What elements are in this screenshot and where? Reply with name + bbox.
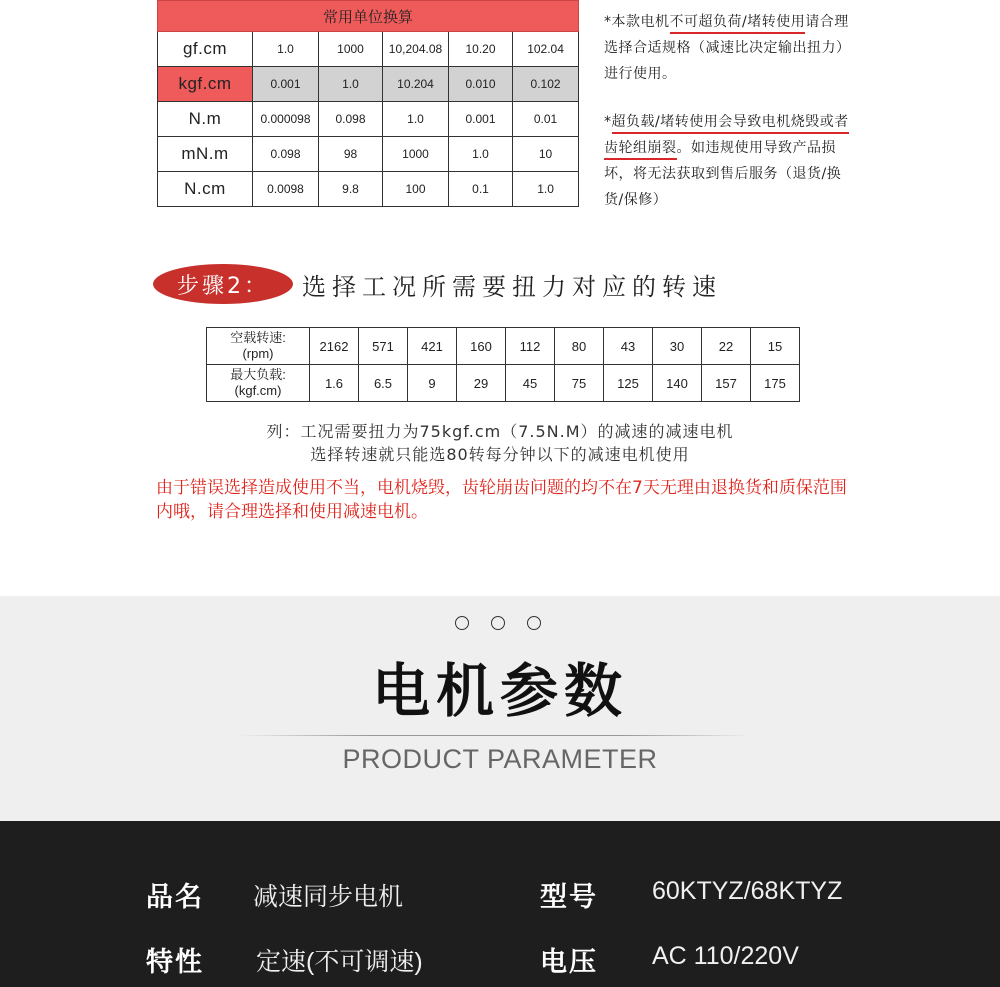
model-label: 型号 <box>540 882 598 913</box>
unit-cell: 0.000098 <box>253 102 319 137</box>
rpm-cell: 421 <box>408 328 457 365</box>
unit-cell: 0.010 <box>449 67 513 102</box>
unit-label: N.cm <box>158 172 253 207</box>
unit-cell: 0.098 <box>319 102 383 137</box>
rpm-row-header <box>207 328 310 365</box>
unit-row-kgfcm <box>158 67 579 102</box>
feature-label: 特性 <box>146 947 204 978</box>
unit-cell: 1.0 <box>449 137 513 172</box>
unit-cell: 1.0 <box>253 32 319 67</box>
unit-cell: 0.0098 <box>253 172 319 207</box>
unit-cell: 10 <box>513 137 579 172</box>
rpm-cell: 571 <box>359 328 408 365</box>
load-cell: 6.5 <box>359 365 408 402</box>
note1-prefix: *本款电机 <box>604 14 670 30</box>
load-cell: 140 <box>653 365 702 402</box>
rpm-cell: 15 <box>751 328 800 365</box>
rpm-cell: 43 <box>604 328 653 365</box>
unit-cell: 0.001 <box>449 102 513 137</box>
load-cell: 175 <box>751 365 800 402</box>
example-line-2: 选择转速就只能选80转每分钟以下的减速电机使用 <box>310 445 690 464</box>
load-unit: (kgf.cm) <box>234 383 282 398</box>
unit-label: kgf.cm <box>158 67 253 102</box>
unit-cell: 0.01 <box>513 102 579 137</box>
voltage-value: AC 110/220V <box>652 942 799 970</box>
circle-icon <box>491 616 505 630</box>
rpm-cell: 80 <box>555 328 604 365</box>
load-cell: 45 <box>506 365 555 402</box>
warranty-warning: 由于错误选择造成使用不当，电机烧毁，齿轮崩齿问题的均不在7天无理由退换货和质保范围内哦，请合理选择和使用减速电机。 <box>156 478 847 522</box>
unit-cell: 10.20 <box>449 32 513 67</box>
note2-text: 。如违规使用导致产品损坏，将无法获取到售后服务（退货/换货/保修） <box>604 140 842 208</box>
rpm-cell: 160 <box>457 328 506 365</box>
unit-table-title: 常用单位换算 <box>158 1 579 32</box>
load-row <box>207 365 800 402</box>
model-value: 60KTYZ/68KTYZ <box>652 877 843 905</box>
unit-cell: 9.8 <box>319 172 383 207</box>
speed-load-table <box>206 327 800 402</box>
unit-cell: 100 <box>383 172 449 207</box>
voltage-label: 电压 <box>540 947 598 978</box>
unit-cell: 0.102 <box>513 67 579 102</box>
load-cell: 29 <box>457 365 506 402</box>
unit-cell: 1000 <box>319 32 383 67</box>
unit-conversion-table <box>157 0 579 207</box>
unit-cell: 10,204.08 <box>383 32 449 67</box>
section-subtitle: PRODUCT PARAMETER <box>342 744 658 774</box>
step2-badge: 步骤2： <box>153 264 293 304</box>
unit-cell: 10.204 <box>383 67 449 102</box>
unit-row-gfcm <box>158 32 579 67</box>
rpm-cell: 2162 <box>310 328 359 365</box>
unit-cell: 98 <box>319 137 383 172</box>
damage-note <box>604 109 854 213</box>
unit-cell: 0.001 <box>253 67 319 102</box>
unit-cell: 102.04 <box>513 32 579 67</box>
note1-text: 请合理选择合适规格（减速比决定输出扭力）进行使用。 <box>604 14 851 82</box>
example-line-1: 列：工况需要扭力为75kgf.cm（7.5N.M）的减速的减速电机 <box>266 422 734 441</box>
circle-icon <box>455 616 469 630</box>
load-cell: 157 <box>702 365 751 402</box>
feature-value: 定速(不可调速) <box>256 948 423 976</box>
unit-table-title-row <box>158 1 579 32</box>
load-cell: 125 <box>604 365 653 402</box>
rpm-unit: (rpm) <box>242 346 274 361</box>
rpm-cell: 22 <box>702 328 751 365</box>
load-cell: 75 <box>555 365 604 402</box>
decorative-dots <box>455 616 541 630</box>
load-label: 最大负载: <box>230 367 286 382</box>
name-value: 减速同步电机 <box>253 883 404 911</box>
unit-row-ncm <box>158 172 579 207</box>
note2-emphasis: 超负载/堵转使用会导致电机烧毁或者齿轮组崩裂 <box>604 114 849 160</box>
step2-title: 选择工况所需要扭力对应的转速 <box>302 273 722 301</box>
note1-emphasis: 不可超负荷/堵转使用 <box>670 14 806 34</box>
circle-icon <box>527 616 541 630</box>
rpm-label: 空载转速: <box>230 330 286 345</box>
load-row-header <box>207 365 310 402</box>
unit-cell: 1.0 <box>319 67 383 102</box>
unit-label: N.m <box>158 102 253 137</box>
load-cell: 9 <box>408 365 457 402</box>
divider <box>240 735 750 736</box>
unit-row-nm <box>158 102 579 137</box>
unit-cell: 1000 <box>383 137 449 172</box>
note2-prefix: * <box>604 114 612 130</box>
unit-cell: 1.0 <box>383 102 449 137</box>
section-title: 电机参数 <box>371 657 628 725</box>
unit-row-mnm <box>158 137 579 172</box>
unit-cell: 0.1 <box>449 172 513 207</box>
parameter-panel <box>0 821 1000 987</box>
unit-label: gf.cm <box>158 32 253 67</box>
rpm-cell: 30 <box>653 328 702 365</box>
unit-cell: 1.0 <box>513 172 579 207</box>
rpm-row <box>207 328 800 365</box>
rpm-cell: 112 <box>506 328 555 365</box>
load-cell: 1.6 <box>310 365 359 402</box>
overload-note <box>604 9 854 87</box>
unit-label: mN.m <box>158 137 253 172</box>
name-label: 品名 <box>146 882 204 913</box>
unit-cell: 0.098 <box>253 137 319 172</box>
